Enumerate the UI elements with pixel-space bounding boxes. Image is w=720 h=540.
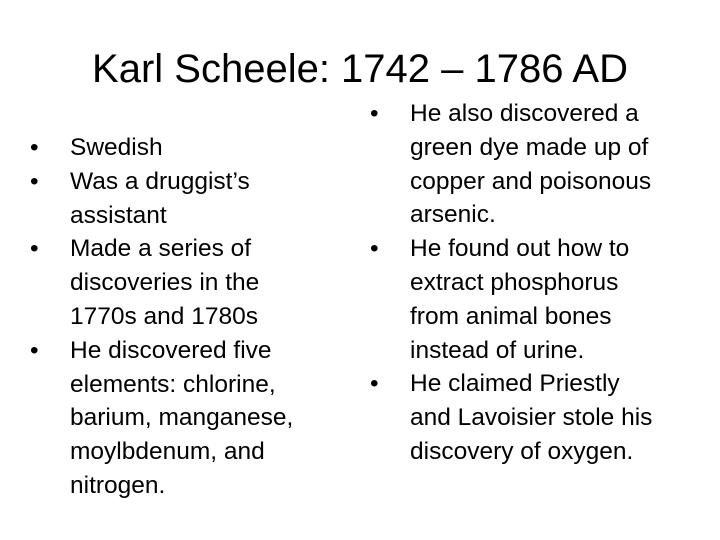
bullet-text-line: barium, manganese, [70,404,294,432]
bullet-icon: • [30,336,39,364]
bullet-item [30,165,350,233]
bullet-icon: • [30,167,39,195]
bullet-text-line: discovery of oxygen. [410,437,634,465]
slide-title: Karl Scheele: 1742 – 1786 AD [92,47,628,91]
bullet-text-line: 1770s and 1780s [70,302,258,330]
right-bullet-list [370,97,710,469]
bullet-text-line: elements: chlorine, [70,370,276,398]
bullet-text-line: and Lavoisier stole his [410,404,653,432]
bullet-text-line: moylbdenum, and [70,438,265,466]
bullet-item [370,232,710,367]
bullet-text-line: copper and poisonous [410,167,652,195]
bullet-icon: • [370,235,379,263]
left-bullet-list [30,131,350,503]
bullet-text-line: nitrogen. [70,471,166,499]
bullet-text-line: Swedish [70,134,163,161]
bullet-icon: • [30,134,39,161]
bullet-item [370,367,710,468]
bullet-text-line: instead of urine. [410,336,585,364]
bullet-text-line: green dye made up of [410,133,649,161]
bullet-item [30,334,350,503]
bullet-text-line: arsenic. [410,201,496,229]
bullet-text-line: He found out how to [410,235,630,263]
bullet-text-line: assistant [70,201,167,229]
bullet-icon: • [370,100,379,127]
bullet-text-line: He claimed Priestly [410,370,620,398]
bullet-text-line: Made a series of [70,235,252,263]
bullet-item [30,232,350,333]
bullet-item [30,131,350,165]
bullet-item [370,97,710,232]
bullet-text-line: He also discovered a [410,100,639,127]
bullet-icon: • [370,370,379,398]
bullet-text-line: extract phosphorus [410,268,619,296]
bullet-text-line: He discovered five [70,336,272,364]
bullet-text-line: from animal bones [410,302,612,330]
bullet-icon: • [30,235,39,263]
bullet-text-line: Was a druggist’s [70,167,250,195]
bullet-text-line: discoveries in the [70,269,260,297]
